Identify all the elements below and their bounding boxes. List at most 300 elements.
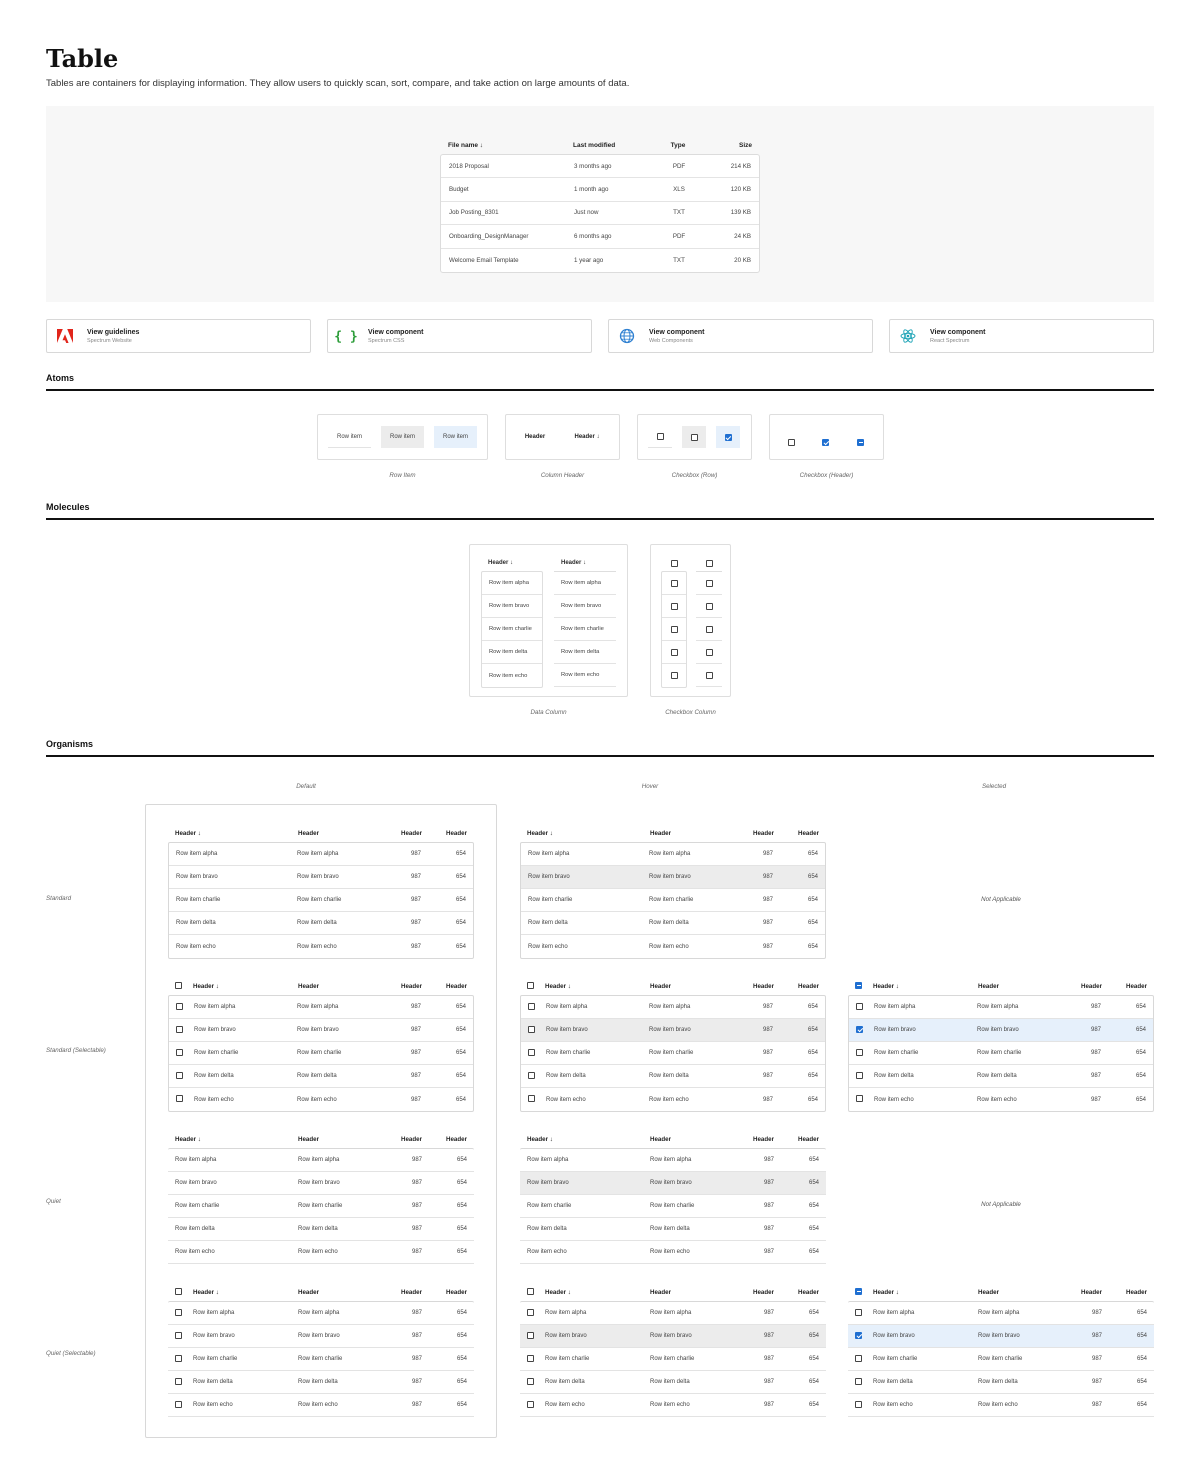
column-header[interactable]: Header <box>401 1136 422 1143</box>
table-body <box>520 995 826 1112</box>
row-checkbox-cell[interactable] <box>176 1095 194 1104</box>
checkbox-cell[interactable] <box>696 572 722 595</box>
column-header-sorted[interactable]: Header ↓ <box>574 434 600 440</box>
column-header[interactable]: Header <box>1081 1289 1102 1296</box>
column-header[interactable]: Header <box>978 983 999 990</box>
table-row[interactable] <box>169 843 473 866</box>
row-checkbox-cell[interactable] <box>527 1332 545 1341</box>
table-row[interactable] <box>849 1088 1153 1111</box>
table-cell: Row item charlie <box>649 1050 694 1056</box>
column-header[interactable]: Header <box>1126 983 1147 990</box>
table-row[interactable] <box>521 912 825 935</box>
row-checkbox-cell[interactable] <box>855 1309 873 1318</box>
table-cell: Row item bravo <box>873 1333 915 1339</box>
column-header[interactable]: Header <box>298 830 319 837</box>
table-header <box>168 1131 474 1148</box>
checkbox-header[interactable] <box>696 555 722 571</box>
table-cell: Row item echo <box>194 1096 234 1103</box>
table-row[interactable] <box>849 1019 1153 1042</box>
view-component-css-link[interactable] <box>327 319 592 353</box>
column-header[interactable]: Header <box>650 830 671 837</box>
checkbox-unchecked[interactable] <box>175 1288 182 1295</box>
table-cell: 654 <box>455 943 466 950</box>
table-cell: 987 <box>1091 1356 1102 1362</box>
checkbox-unchecked[interactable] <box>706 580 713 587</box>
table-row[interactable] <box>169 1065 473 1088</box>
table-cell: Row item alpha <box>649 1004 691 1010</box>
checkbox-unchecked[interactable] <box>528 1095 535 1102</box>
column-header[interactable]: Header ↓ <box>175 1136 201 1143</box>
table-cell: Row item delta <box>298 1226 338 1232</box>
column-header[interactable]: Header <box>798 1289 819 1296</box>
table-row[interactable] <box>521 1065 825 1088</box>
table-row[interactable] <box>521 1019 825 1042</box>
column-header[interactable]: Header <box>753 1289 774 1296</box>
checkbox-header-unchecked[interactable] <box>788 433 795 451</box>
checkbox-unchecked[interactable] <box>855 1378 862 1385</box>
table-cell: 987 <box>763 1226 774 1232</box>
checkbox-unchecked[interactable] <box>175 982 182 989</box>
checkbox-unchecked[interactable] <box>706 672 713 679</box>
column-header-file-name[interactable]: File name ↓ <box>448 142 484 149</box>
list-item[interactable]: Row item alpha <box>482 572 542 595</box>
table-cell: 987 <box>763 1249 774 1255</box>
column-header[interactable]: Header <box>650 1136 671 1143</box>
table-row[interactable] <box>441 249 759 272</box>
column-header[interactable]: Header <box>401 983 422 990</box>
header-checkbox-cell[interactable] <box>175 1288 193 1297</box>
checkbox-unchecked[interactable] <box>175 1401 182 1408</box>
checkbox-unchecked[interactable] <box>528 1072 535 1079</box>
checkbox-unchecked[interactable] <box>856 1072 863 1079</box>
column-header[interactable]: Header <box>298 1289 319 1296</box>
table-row[interactable] <box>441 202 759 225</box>
table-row[interactable] <box>521 866 825 889</box>
table-cell: 654 <box>807 1027 818 1033</box>
table-cell: Row item bravo <box>546 1027 588 1033</box>
table-cell: 987 <box>411 1356 422 1362</box>
list-item[interactable]: Row item echo <box>489 672 528 679</box>
table-row[interactable] <box>169 935 473 958</box>
table-row[interactable] <box>169 912 473 935</box>
table-row[interactable] <box>520 1371 826 1394</box>
column-header[interactable]: Header <box>753 1136 774 1143</box>
checkbox-row-hover[interactable] <box>682 426 706 448</box>
table-row[interactable] <box>520 1195 826 1218</box>
checkbox-checked[interactable] <box>856 1026 863 1033</box>
table-cell: Row item bravo <box>977 1027 1019 1033</box>
checkbox-header-mixed[interactable] <box>857 433 864 451</box>
list-item[interactable]: Row item bravo <box>482 595 542 618</box>
table-row[interactable] <box>169 889 473 912</box>
table-cell: 654 <box>808 1180 819 1186</box>
row-checkbox-cell[interactable] <box>527 1401 545 1410</box>
checkbox-indeterminate[interactable] <box>855 1288 862 1295</box>
view-component-react-link[interactable] <box>889 319 1154 353</box>
table-cell: Row item echo <box>176 943 216 950</box>
hero-table-body <box>440 154 760 273</box>
checkbox-unchecked[interactable] <box>175 1332 182 1339</box>
row-checkbox-cell[interactable] <box>176 1072 194 1081</box>
table-cell: Row item delta <box>194 1073 234 1079</box>
row-checkbox-cell[interactable] <box>176 1049 194 1058</box>
list-item[interactable]: Row item delta <box>482 641 542 664</box>
header-checkbox-cell[interactable] <box>855 982 873 991</box>
header-checkbox-cell[interactable] <box>527 982 545 991</box>
column-header[interactable]: Header ↓ <box>488 560 514 566</box>
checkbox-cell[interactable] <box>696 618 722 641</box>
table-row[interactable] <box>169 1019 473 1042</box>
row-checkbox-cell[interactable] <box>855 1378 873 1387</box>
column-header-last-modified[interactable]: Last modified <box>573 142 616 149</box>
checkbox-unchecked[interactable] <box>176 1095 183 1102</box>
checkbox-unchecked[interactable] <box>175 1309 182 1316</box>
table-row[interactable] <box>169 1088 473 1111</box>
checkbox-unchecked[interactable] <box>528 1026 535 1033</box>
list-item[interactable]: Row item alpha <box>554 572 616 595</box>
checkbox-unchecked[interactable] <box>671 560 678 567</box>
checkbox-unchecked[interactable] <box>671 580 678 587</box>
table-cell: 987 <box>763 1356 774 1362</box>
column-header[interactable]: Header <box>298 983 319 990</box>
table-cell: Row item charlie <box>977 1050 1022 1056</box>
table-row[interactable] <box>169 866 473 889</box>
column-header[interactable]: Header <box>401 830 422 837</box>
cell-last-modified: 3 months ago <box>574 162 612 170</box>
checkbox-unchecked[interactable] <box>527 982 534 989</box>
column-header[interactable]: Header ↓ <box>545 983 571 990</box>
table-row[interactable] <box>849 996 1153 1019</box>
row-checkbox-cell[interactable] <box>527 1378 545 1387</box>
table-row[interactable] <box>168 1325 474 1348</box>
checkbox-unchecked[interactable] <box>671 603 678 610</box>
table-cell: Row item charlie <box>298 1203 343 1209</box>
not-applicable-standard: Not Applicable <box>981 896 1021 903</box>
table-row[interactable] <box>168 1241 474 1264</box>
row-checkbox-cell[interactable] <box>528 1072 546 1081</box>
table-row[interactable] <box>168 1195 474 1218</box>
table-row[interactable] <box>168 1218 474 1241</box>
checkbox-unchecked[interactable] <box>706 626 713 633</box>
column-header[interactable]: Header ↓ <box>193 1289 219 1296</box>
table-row[interactable] <box>441 155 759 178</box>
table-cell: 987 <box>763 1310 774 1316</box>
row-checkbox-cell[interactable] <box>856 1072 874 1081</box>
checkbox-unchecked[interactable] <box>175 1378 182 1385</box>
checkbox-unchecked[interactable] <box>527 1288 534 1295</box>
row-checkbox-cell[interactable] <box>856 1026 874 1035</box>
column-header-default[interactable]: Header <box>524 434 546 440</box>
table-row[interactable] <box>168 1302 474 1325</box>
table-row[interactable] <box>848 1348 1154 1371</box>
table-cell: 654 <box>1135 1027 1146 1033</box>
table-row[interactable] <box>169 996 473 1019</box>
checkbox-unchecked[interactable] <box>176 1026 183 1033</box>
checkbox-unchecked[interactable] <box>527 1401 534 1408</box>
table-cell: 654 <box>807 1004 818 1010</box>
table-row[interactable] <box>520 1218 826 1241</box>
checkbox-unchecked[interactable] <box>657 433 664 440</box>
column-header[interactable]: Header <box>446 830 467 837</box>
column-header[interactable]: Header <box>1081 983 1102 990</box>
table-cell: 654 <box>456 1379 467 1385</box>
column-header[interactable]: Header ↓ <box>527 1136 553 1143</box>
table-cell: Row item echo <box>527 1249 567 1255</box>
checkbox-cell[interactable] <box>662 595 686 618</box>
header-checkbox-cell[interactable] <box>527 1288 545 1297</box>
table-row[interactable] <box>521 935 825 958</box>
checkbox-cell[interactable] <box>696 641 722 664</box>
column-header-size[interactable]: Size <box>738 142 752 149</box>
table-row[interactable] <box>849 1065 1153 1088</box>
checkbox-unchecked[interactable] <box>176 1072 183 1079</box>
table-cell: Row item bravo <box>193 1333 235 1339</box>
list-item[interactable]: Row item delta <box>554 641 616 664</box>
table-cell: 654 <box>808 1157 819 1163</box>
table-row[interactable] <box>520 1302 826 1325</box>
row-checkbox-cell[interactable] <box>175 1378 193 1387</box>
row-checkbox-cell[interactable] <box>176 1003 194 1012</box>
table-cell: Row item bravo <box>650 1180 692 1186</box>
table-row[interactable] <box>848 1302 1154 1325</box>
table-cell: 987 <box>411 1157 422 1163</box>
list-item[interactable]: Row item echo <box>554 664 616 687</box>
checkbox-cell[interactable] <box>662 664 686 687</box>
hero-table <box>440 137 760 273</box>
table-cell: 987 <box>762 943 773 950</box>
table-cell: Row item alpha <box>298 1310 340 1316</box>
table-cell: 987 <box>411 1203 422 1209</box>
table-cell: Row item alpha <box>650 1157 692 1163</box>
table-row[interactable] <box>521 996 825 1019</box>
table-body <box>520 842 826 959</box>
checkbox-row-default[interactable] <box>648 426 672 448</box>
checkbox-unchecked[interactable] <box>856 1003 863 1010</box>
column-header[interactable]: Header <box>298 1136 319 1143</box>
table-row[interactable] <box>849 1042 1153 1065</box>
table-row[interactable] <box>168 1149 474 1172</box>
checkbox-unchecked[interactable] <box>527 1378 534 1385</box>
row-checkbox-cell[interactable] <box>855 1332 873 1341</box>
column-header[interactable]: Header ↓ <box>873 983 899 990</box>
table-cell: 654 <box>456 1180 467 1186</box>
checkbox-header-checked[interactable] <box>822 433 829 451</box>
checkbox-unchecked[interactable] <box>671 672 678 679</box>
checkbox-unchecked[interactable] <box>855 1355 862 1362</box>
table-cell: 654 <box>1136 1356 1147 1362</box>
checkbox-unchecked[interactable] <box>528 1049 535 1056</box>
table-row[interactable] <box>521 1042 825 1065</box>
checkbox-indeterminate[interactable] <box>855 982 862 989</box>
checkbox-header[interactable] <box>661 555 687 571</box>
table-cell: 987 <box>763 1203 774 1209</box>
checkbox-unchecked[interactable] <box>856 1095 863 1102</box>
table-cell: Row item echo <box>977 1096 1017 1103</box>
column-header[interactable]: Header <box>753 983 774 990</box>
list-item[interactable]: Row item bravo <box>554 595 616 618</box>
column-header[interactable]: Header <box>446 1289 467 1296</box>
column-header[interactable]: Header <box>650 983 671 990</box>
column-header[interactable]: Header <box>650 1289 671 1296</box>
link-subtitle: Web Components <box>649 337 693 344</box>
row-checkbox-cell[interactable] <box>856 1095 874 1104</box>
table-cell: 987 <box>1091 1379 1102 1385</box>
table-cell: 987 <box>1090 1096 1101 1103</box>
checkbox-unchecked[interactable] <box>856 1049 863 1056</box>
column-header[interactable]: Header ↓ <box>545 1289 571 1296</box>
table-cell: 654 <box>808 1356 819 1362</box>
column-header[interactable]: Header ↓ <box>873 1289 899 1296</box>
list-item[interactable]: Row item charlie <box>554 618 616 641</box>
row-checkbox-cell[interactable] <box>528 1095 546 1104</box>
cell-type: PDF <box>672 162 686 170</box>
table-cell: 654 <box>808 1226 819 1232</box>
caption-column-header: Column Header <box>540 472 585 479</box>
row-item-default[interactable]: Row item <box>328 426 371 448</box>
column-header[interactable]: Header <box>1126 1289 1147 1296</box>
table-row[interactable] <box>520 1241 826 1264</box>
column-header[interactable]: Header <box>753 830 774 837</box>
table-cell: 987 <box>411 1333 422 1339</box>
table-cell: Row item charlie <box>175 1203 220 1209</box>
row-item-hover[interactable]: Row item <box>381 426 424 448</box>
table-cell: Row item echo <box>650 1249 690 1255</box>
checkbox-unchecked[interactable] <box>176 1049 183 1056</box>
table-row[interactable] <box>848 1394 1154 1417</box>
checkbox-unchecked[interactable] <box>691 434 698 441</box>
column-header[interactable]: Header <box>401 1289 422 1296</box>
row-checkbox-cell[interactable] <box>527 1355 545 1364</box>
row-checkbox-cell[interactable] <box>175 1355 193 1364</box>
checkbox-checked[interactable] <box>725 434 732 441</box>
table-cell: 987 <box>1091 1333 1102 1339</box>
row-checkbox-cell[interactable] <box>527 1309 545 1318</box>
table-cell: 654 <box>808 1203 819 1209</box>
checkbox-unchecked[interactable] <box>527 1332 534 1339</box>
column-header[interactable]: Header <box>798 1136 819 1143</box>
row-checkbox-cell[interactable] <box>175 1332 193 1341</box>
checkbox-unchecked[interactable] <box>788 439 795 446</box>
table-row[interactable] <box>441 178 759 201</box>
checkbox-unchecked[interactable] <box>527 1355 534 1362</box>
table-row[interactable] <box>848 1371 1154 1394</box>
checkbox-unchecked[interactable] <box>671 626 678 633</box>
checkbox-cell[interactable] <box>662 572 686 595</box>
table-row[interactable] <box>168 1172 474 1195</box>
table-row[interactable] <box>521 1088 825 1111</box>
table-cell: Row item charlie <box>650 1356 695 1362</box>
table-cell: Row item alpha <box>298 1157 340 1163</box>
table-standard-selectable-selected <box>848 978 1154 1112</box>
row-checkbox-cell[interactable] <box>528 1003 546 1012</box>
column-header[interactable]: Header ↓ <box>193 983 219 990</box>
table-cell: Row item charlie <box>978 1356 1023 1362</box>
table-cell: Row item alpha <box>193 1310 235 1316</box>
checkbox-cell[interactable] <box>696 664 722 687</box>
table-cell: 654 <box>807 897 818 903</box>
row-checkbox-cell[interactable] <box>856 1003 874 1012</box>
row-checkbox-cell[interactable] <box>528 1026 546 1035</box>
column-label-default: Default <box>296 783 316 790</box>
row-checkbox-cell[interactable] <box>175 1309 193 1318</box>
column-header[interactable]: Header <box>798 830 819 837</box>
header-checkbox-cell[interactable] <box>175 982 193 991</box>
row-checkbox-cell[interactable] <box>528 1049 546 1058</box>
row-checkbox-cell[interactable] <box>176 1026 194 1035</box>
table-cell: 654 <box>1136 1379 1147 1385</box>
table-row[interactable] <box>520 1348 826 1371</box>
table-row[interactable] <box>848 1325 1154 1348</box>
column-header[interactable]: Header ↓ <box>561 560 587 566</box>
table-row[interactable] <box>521 889 825 912</box>
checkbox-unchecked[interactable] <box>176 1003 183 1010</box>
row-checkbox-cell[interactable] <box>855 1401 873 1410</box>
table-row[interactable] <box>168 1348 474 1371</box>
checkbox-row-selected[interactable] <box>716 426 740 448</box>
table-cell: Row item delta <box>649 1073 689 1079</box>
column-header[interactable]: Header ↓ <box>175 830 201 837</box>
checkbox-unchecked[interactable] <box>855 1401 862 1408</box>
column-header[interactable]: Header <box>798 983 819 990</box>
table-row[interactable] <box>168 1394 474 1417</box>
table-row[interactable] <box>441 225 759 248</box>
checkbox-unchecked[interactable] <box>706 649 713 656</box>
table-row[interactable] <box>520 1325 826 1348</box>
table-cell: Row item bravo <box>545 1333 587 1339</box>
row-checkbox-cell[interactable] <box>856 1049 874 1058</box>
checkbox-unchecked[interactable] <box>706 603 713 610</box>
checkbox-cell[interactable] <box>662 641 686 664</box>
column-header-type[interactable]: Type <box>670 142 686 149</box>
column-header[interactable]: Header <box>978 1289 999 1296</box>
table-row[interactable] <box>520 1149 826 1172</box>
checkbox-unchecked[interactable] <box>671 649 678 656</box>
checkbox-indeterminate[interactable] <box>857 439 864 446</box>
table-row[interactable] <box>169 1042 473 1065</box>
table-row[interactable] <box>168 1371 474 1394</box>
header-checkbox-cell[interactable] <box>855 1288 873 1297</box>
table-cell: 654 <box>1135 1096 1146 1103</box>
column-header[interactable]: Header <box>446 1136 467 1143</box>
checkbox-checked[interactable] <box>822 439 829 446</box>
checkbox-cell[interactable] <box>662 618 686 641</box>
table-row[interactable] <box>520 1172 826 1195</box>
table-cell: Row item echo <box>873 1402 913 1408</box>
checkbox-unchecked[interactable] <box>706 560 713 567</box>
view-guidelines-link[interactable] <box>46 319 311 353</box>
row-checkbox-cell[interactable] <box>855 1355 873 1364</box>
checkbox-unchecked[interactable] <box>528 1003 535 1010</box>
column-header[interactable]: Header ↓ <box>527 830 553 837</box>
table-row[interactable] <box>521 843 825 866</box>
checkbox-unchecked[interactable] <box>855 1309 862 1316</box>
link-title: View component <box>368 328 424 336</box>
react-icon <box>898 326 918 346</box>
table-row[interactable] <box>520 1394 826 1417</box>
checkbox-unchecked[interactable] <box>175 1355 182 1362</box>
column-header[interactable]: Header <box>446 983 467 990</box>
checkbox-unchecked[interactable] <box>527 1309 534 1316</box>
checkbox-checked[interactable] <box>855 1332 862 1339</box>
table-cell: 654 <box>455 874 466 880</box>
row-checkbox-cell[interactable] <box>175 1401 193 1410</box>
row-item-selected[interactable]: Row item <box>434 426 477 448</box>
table-cell: 654 <box>455 1073 466 1079</box>
list-item[interactable]: Row item charlie <box>482 618 542 641</box>
table-cell: 654 <box>807 943 818 950</box>
view-component-web-link[interactable] <box>608 319 873 353</box>
checkbox-cell[interactable] <box>696 595 722 618</box>
